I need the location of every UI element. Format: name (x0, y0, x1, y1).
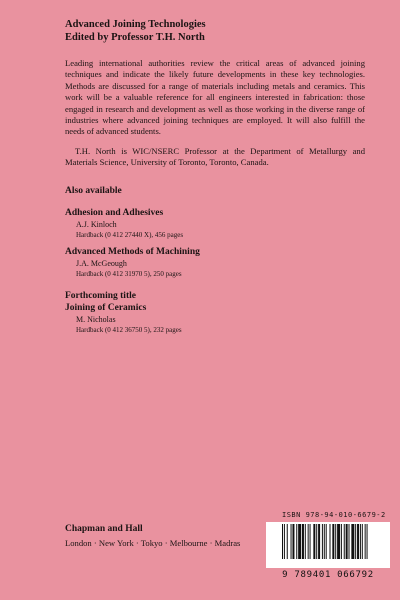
barcode-bar (291, 524, 292, 559)
barcode-digits: 9 789401 066792 (282, 570, 374, 580)
barcode-bar (337, 524, 340, 559)
isbn-barcode-block (266, 511, 390, 580)
barcode-bar (332, 524, 334, 559)
related-book (65, 207, 365, 241)
barcode-bar (316, 524, 317, 559)
related-book-title: Adhesion and Adhesives (65, 207, 164, 218)
related-book-author: J.A. McGeough (76, 258, 127, 268)
barcode-bar (360, 524, 361, 559)
barcode-bar (305, 524, 306, 559)
barcode-bar (351, 524, 354, 559)
barcode-bar (324, 524, 325, 559)
barcode-bar (282, 524, 283, 559)
barcode-bar (341, 524, 342, 559)
cover-text-block (65, 19, 365, 336)
editor-bio: T.H. North is WIC/NSERC Professor at the Department of Metallurgy and Materials Science, University of Toronto, Toronto, Canada. (65, 145, 365, 168)
barcode-bar (344, 524, 345, 559)
barcode-bar (298, 524, 301, 559)
related-book-title: Advanced Methods of Machining (65, 246, 200, 257)
related-book-details: Hardback (0 412 27440 X), 456 pages (76, 230, 184, 239)
barcode-bar (318, 524, 320, 559)
barcode (266, 522, 390, 580)
barcode-bar (330, 524, 331, 559)
book-description: Leading international authorities review the critical areas of advanced joining techniques and indicate the likely future developments in these key technologies. Methods are discussed for a range of materials including metals and ceramics. This work will be a valuable reference for all engineers interested in fabrication: those engaged in research and development as well as those working in the diverse range of industries where advanced joining techniques are employed. It will also fulfill the needs of advanced students. (65, 58, 365, 137)
isbn-label: ISBN 978-94-010-6679-2 (282, 511, 386, 519)
also-available-heading: Also available (65, 185, 122, 196)
forthcoming-heading: Forthcoming title (65, 290, 136, 301)
barcode-bar (362, 524, 363, 559)
barcode-bar (313, 524, 315, 559)
barcode-bar (310, 524, 311, 559)
publisher-cities: London · New York · Tokyo · Melbourne · Madras (65, 538, 241, 548)
barcode-bar (308, 524, 309, 559)
barcode-bar (346, 524, 348, 559)
barcode-bar (349, 524, 350, 559)
barcode-bar (326, 524, 327, 559)
barcode-bar (357, 524, 359, 559)
barcode-bar (292, 524, 294, 559)
publisher-name: Chapman and Hall (65, 524, 143, 534)
related-book-details: Hardback (0 412 31970 5), 250 pages (76, 269, 182, 278)
barcode-bar (284, 524, 285, 559)
barcode-bar (322, 524, 323, 559)
forthcoming-book-details: Hardback (0 412 36750 5), 232 pages (76, 325, 182, 334)
book-editor: Edited by Professor T.H. North (65, 31, 205, 43)
related-book-author: A.J. Kinloch (76, 219, 117, 229)
related-book (65, 246, 365, 280)
barcode-bar (296, 524, 297, 559)
barcode-bar (365, 524, 366, 559)
publisher-block (65, 523, 240, 549)
forthcoming-book (65, 302, 365, 336)
barcode-bars (280, 524, 376, 568)
barcode-bar (335, 524, 336, 559)
forthcoming-book-author: M. Nicholas (76, 314, 116, 324)
barcode-bar (287, 524, 288, 559)
barcode-bar (302, 524, 304, 559)
forthcoming-book-title: Joining of Ceramics (65, 302, 147, 313)
book-title: Advanced Joining Technologies (65, 19, 206, 30)
barcode-bar (367, 524, 368, 559)
barcode-bar (355, 524, 356, 559)
